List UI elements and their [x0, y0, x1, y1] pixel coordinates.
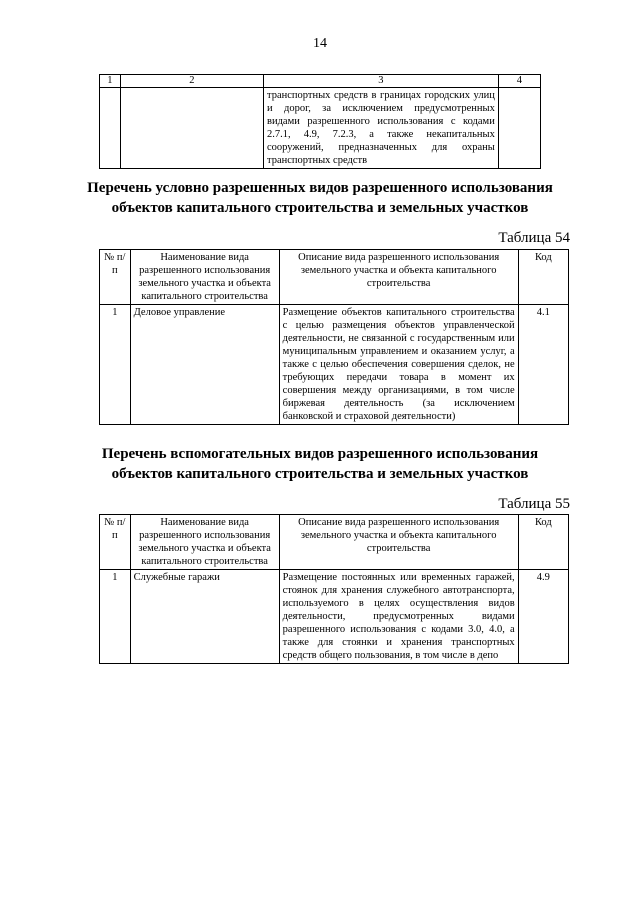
header-code: Код	[518, 515, 568, 570]
header-name: Наименование вида разрешенного использования земельного участка и объекта капитального строительства	[130, 515, 279, 570]
table-header-row	[100, 250, 569, 305]
header-description: Описание вида разрешенного использования земельного участка и объекта капитального строительства	[279, 515, 518, 570]
row-code-cell: 4.9	[518, 570, 568, 664]
continuation-table	[99, 74, 541, 169]
row-code-cell	[498, 88, 540, 169]
column-number-1: 1	[100, 75, 121, 88]
table-caption-55: Таблица 55	[498, 496, 570, 512]
column-number-row	[100, 75, 541, 88]
header-description: Описание вида разрешенного использования земельного участка и объекта капитального строительства	[279, 250, 518, 305]
column-number-2: 2	[120, 75, 263, 88]
row-name-cell: Деловое управление	[130, 305, 279, 425]
section-title-55: Перечень вспомогательных видов разрешенного использования объектов капитального строительства и земельных участков	[101, 446, 539, 482]
row-description-cell: Размещение объектов капитального строительства с целью размещения объектов управленческой деятельности, не связанной с государственным или муниципальным управлением и оказанием услуг, а также с целью обеспечения совершения сделок, не требующих передачи товара в момент их совершения между организациями, в том числе биржевая деятельность (за исключением банковской и страховой деятельности)	[279, 305, 518, 425]
row-description-cell: транспортных средств в границах городских улиц и дорог, за исключением предусмотренных видами разрешенного использования с кодами 2.7.1, 4.9, 7.2.3, а также некапитальных сооружений, предназначенных для охраны транспортных средств	[264, 88, 499, 169]
row-name-cell: Служебные гаражи	[130, 570, 279, 664]
row-num-cell	[100, 88, 121, 169]
table-header-row	[100, 515, 569, 570]
section-title-54: Перечень условно разрешенных видов разрешенного использования объектов капитального строительства и земельных участков	[87, 180, 553, 216]
row-name-cell	[120, 88, 263, 169]
column-number-4: 4	[498, 75, 540, 88]
page-number: 14	[313, 36, 327, 51]
header-num: № п/п	[100, 515, 131, 570]
table-55	[99, 514, 569, 664]
row-description-cell: Размещение постоянных или временных гаражей, стоянок для хранения служебного автотранспорта, используемого в целях осуществления видов деятельности, предусмотренных видами разрешенного использования с кодами 3.0, 4.0, а также для стоянки и хранения транспортных средств общего пользования, в том числе в депо	[279, 570, 518, 664]
row-code-cell: 4.1	[518, 305, 568, 425]
row-num-cell: 1	[100, 305, 131, 425]
table-row	[100, 570, 569, 664]
table-row	[100, 88, 541, 169]
row-num-cell: 1	[100, 570, 131, 664]
column-number-3: 3	[264, 75, 499, 88]
header-num: № п/п	[100, 250, 131, 305]
header-code: Код	[518, 250, 568, 305]
table-54	[99, 249, 569, 425]
table-caption-54: Таблица 54	[498, 230, 570, 246]
header-name: Наименование вида разрешенного использования земельного участка и объекта капитального строительства	[130, 250, 279, 305]
table-row	[100, 305, 569, 425]
